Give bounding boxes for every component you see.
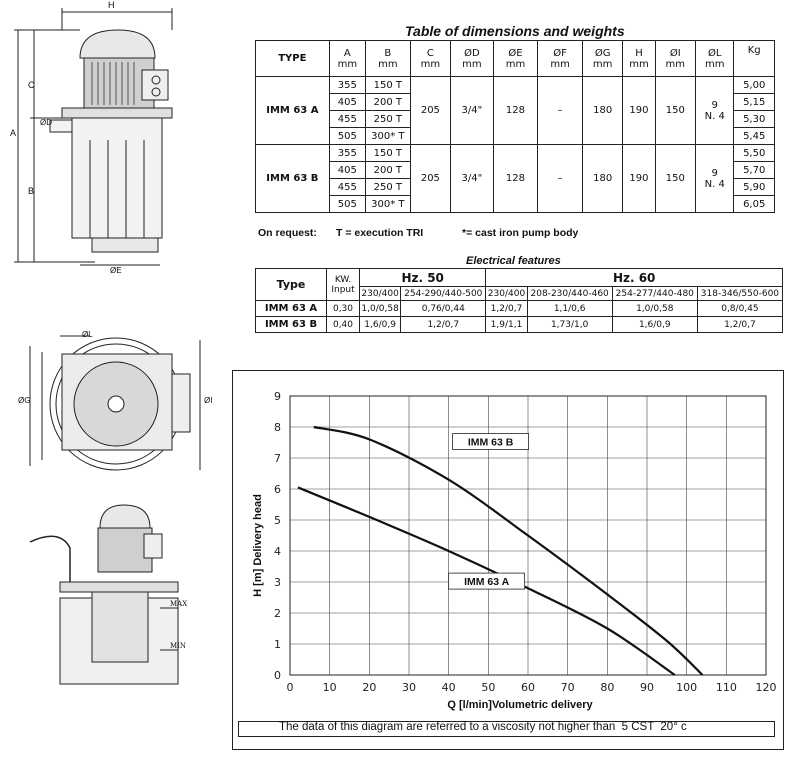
note-execution-tri: T = execution TRI bbox=[336, 227, 424, 239]
cell-a: 355 bbox=[329, 145, 365, 162]
cell-a: 455 bbox=[329, 111, 365, 128]
cell-e: 128 bbox=[493, 145, 538, 213]
cell-i: 150 bbox=[655, 145, 695, 213]
cell-h: 190 bbox=[623, 145, 655, 213]
cell-b: 150 T bbox=[366, 145, 411, 162]
x-axis-label: Q [l/min]Volumetric delivery bbox=[447, 699, 593, 711]
cell-c: 205 bbox=[410, 145, 450, 213]
level-label-min: MIN bbox=[170, 642, 187, 650]
cell-e: 128 bbox=[493, 77, 538, 145]
x-tick-label: 20 bbox=[362, 681, 377, 694]
cell-a: 505 bbox=[329, 128, 365, 145]
y-axis-label: H [m] Delivery head bbox=[252, 494, 264, 597]
cell-g: 180 bbox=[582, 145, 622, 213]
cell-d: 3/4" bbox=[451, 145, 494, 213]
x-tick-label: 80 bbox=[600, 681, 615, 694]
pump-side-drawing bbox=[0, 0, 235, 757]
dim-label-i: ØI bbox=[204, 396, 213, 405]
cell-b: 200 T bbox=[366, 162, 411, 179]
x-tick-label: 50 bbox=[481, 681, 496, 694]
y-tick-label: 6 bbox=[274, 483, 281, 496]
cell-b: 250 T bbox=[366, 179, 411, 196]
electrical-table bbox=[255, 268, 783, 333]
cell-kg: 6,05 bbox=[734, 196, 775, 213]
cell-kg: 5,70 bbox=[734, 162, 775, 179]
cell-kg: 5,15 bbox=[734, 94, 775, 111]
series-label: IMM 63 B bbox=[467, 436, 514, 449]
elec-value-cell: 1,2/0,7 bbox=[486, 301, 527, 317]
cell-kg: 5,50 bbox=[734, 145, 775, 162]
col-header-e: ØE mm bbox=[493, 41, 538, 77]
elec-value-cell: 1,2/0,7 bbox=[697, 317, 782, 333]
note-on-request: On request: bbox=[258, 227, 317, 239]
elec-hz60-header: Hz. 60 bbox=[486, 269, 783, 287]
cell-i: 150 bbox=[655, 77, 695, 145]
cell-h: 190 bbox=[623, 77, 655, 145]
x-tick-label: 70 bbox=[560, 681, 575, 694]
electrical-table-title: Electrical features bbox=[466, 255, 561, 267]
col-header-type: TYPE bbox=[256, 41, 330, 77]
x-tick-label: 120 bbox=[755, 681, 777, 694]
dim-label-l: ØL bbox=[82, 330, 93, 339]
dim-label-g: ØG bbox=[18, 396, 31, 405]
y-tick-label: 2 bbox=[274, 607, 281, 620]
cell-kg: 5,30 bbox=[734, 111, 775, 128]
table-row bbox=[256, 77, 775, 94]
x-tick-label: 10 bbox=[322, 681, 337, 694]
elec-type-cell: IMM 63 B bbox=[256, 317, 327, 333]
cell-kg: 5,00 bbox=[734, 77, 775, 94]
table-row bbox=[256, 317, 783, 333]
col-header-kg: Kg bbox=[734, 41, 775, 77]
cell-f: – bbox=[538, 145, 583, 213]
cell-a: 355 bbox=[329, 77, 365, 94]
y-tick-label: 4 bbox=[274, 545, 281, 558]
voltage-header: 208-230/440-460 bbox=[527, 287, 612, 301]
cell-b: 300* T bbox=[366, 128, 411, 145]
voltage-header: 230/400 bbox=[361, 288, 399, 299]
y-tick-label: 3 bbox=[274, 576, 281, 589]
y-tick-label: 5 bbox=[274, 514, 281, 527]
col-header-i: ØI mm bbox=[655, 41, 695, 77]
cell-a: 505 bbox=[329, 196, 365, 213]
cell-b: 300* T bbox=[366, 196, 411, 213]
x-tick-label: 100 bbox=[676, 681, 698, 694]
cell-f: – bbox=[538, 77, 583, 145]
elec-value-cell: 1,6/0,9 bbox=[612, 317, 697, 333]
dim-label-h: H bbox=[108, 0, 115, 10]
chart-footnote: The data of this diagram are referred to a viscosity not higher than 5 CST 20° c bbox=[279, 721, 687, 733]
x-tick-label: 60 bbox=[521, 681, 535, 694]
elec-kw-header: KW. Input bbox=[327, 269, 360, 301]
table-row bbox=[256, 301, 783, 317]
col-header-g: ØG mm bbox=[582, 41, 622, 77]
x-tick-label: 30 bbox=[402, 681, 416, 694]
voltage-header: 254-277/440-480 bbox=[612, 287, 697, 301]
voltage-header: 254-290/440-500 bbox=[401, 287, 486, 301]
col-header-h: H mm bbox=[623, 41, 655, 77]
cell-a: 405 bbox=[329, 94, 365, 111]
dim-label-c: C bbox=[28, 80, 35, 90]
cell-b: 200 T bbox=[366, 94, 411, 111]
elec-type-header: Type bbox=[256, 269, 327, 301]
col-header-c: C mm bbox=[410, 41, 450, 77]
y-tick-label: 9 bbox=[274, 390, 281, 403]
dimensions-table bbox=[255, 40, 775, 213]
elec-kw-cell: 0,30 bbox=[327, 301, 360, 317]
elec-value-cell: 1,0/0,58 bbox=[612, 301, 697, 317]
x-tick-label: 40 bbox=[441, 681, 456, 694]
cell-kg: 5,45 bbox=[734, 128, 775, 145]
model-type-cell: IMM 63 B bbox=[256, 145, 330, 213]
y-tick-label: 7 bbox=[274, 452, 281, 465]
col-header-f: ØF mm bbox=[538, 41, 583, 77]
elec-value-cell: 1,0/0,58 bbox=[360, 301, 401, 317]
elec-value-cell: 1,1/0,6 bbox=[527, 301, 612, 317]
dim-label-a: A bbox=[10, 128, 17, 138]
dim-label-b: B bbox=[28, 186, 35, 196]
table-row bbox=[256, 145, 775, 162]
series-label: IMM 63 A bbox=[464, 576, 510, 589]
model-type-cell: IMM 63 A bbox=[256, 77, 330, 145]
elec-kw-cell: 0,40 bbox=[327, 317, 360, 333]
elec-value-cell: 1,73/1,0 bbox=[527, 317, 612, 333]
y-tick-label: 8 bbox=[274, 421, 281, 434]
cell-a: 405 bbox=[329, 162, 365, 179]
elec-hz50-header: Hz. 50 bbox=[360, 269, 486, 287]
col-header-a: A mm bbox=[329, 41, 365, 77]
dimensions-table-title: Table of dimensions and weights bbox=[405, 23, 625, 39]
cell-b: 150 T bbox=[366, 77, 411, 94]
col-header-l: ØL mm bbox=[696, 41, 734, 77]
x-tick-label: 0 bbox=[286, 681, 294, 694]
y-tick-label: 1 bbox=[274, 638, 281, 651]
cell-a: 455 bbox=[329, 179, 365, 196]
cell-kg: 5,90 bbox=[734, 179, 775, 196]
cell-c: 205 bbox=[410, 77, 450, 145]
elec-value-cell: 1,2/0,7 bbox=[401, 317, 486, 333]
performance-chart bbox=[233, 371, 783, 749]
elec-value-cell: 1,6/0,9 bbox=[360, 317, 401, 333]
y-tick-label: 0 bbox=[274, 669, 281, 682]
col-header-b: B mm bbox=[366, 41, 411, 77]
cell-d: 3/4" bbox=[451, 77, 494, 145]
elec-value-cell: 0,8/0,45 bbox=[697, 301, 782, 317]
x-tick-label: 90 bbox=[640, 681, 654, 694]
dim-label-d: ØD bbox=[40, 118, 52, 127]
elec-value-cell: 1,9/1,1 bbox=[486, 317, 527, 333]
col-header-d: ØD mm bbox=[451, 41, 494, 77]
voltage-header: 230/400 bbox=[487, 288, 526, 299]
cell-g: 180 bbox=[582, 77, 622, 145]
x-tick-label: 110 bbox=[715, 681, 737, 694]
voltage-header: 318-346/550-600 bbox=[697, 287, 782, 301]
level-label-max: MAX bbox=[170, 600, 188, 608]
elec-type-cell: IMM 63 A bbox=[256, 301, 327, 317]
cell-b: 250 T bbox=[366, 111, 411, 128]
note-cast-iron: *= cast iron pump body bbox=[462, 227, 579, 239]
cell-l: 9 N. 4 bbox=[696, 77, 734, 145]
elec-value-cell: 0,76/0,44 bbox=[401, 301, 486, 317]
dim-label-e: ØE bbox=[110, 266, 122, 275]
cell-l: 9 N. 4 bbox=[696, 145, 734, 213]
